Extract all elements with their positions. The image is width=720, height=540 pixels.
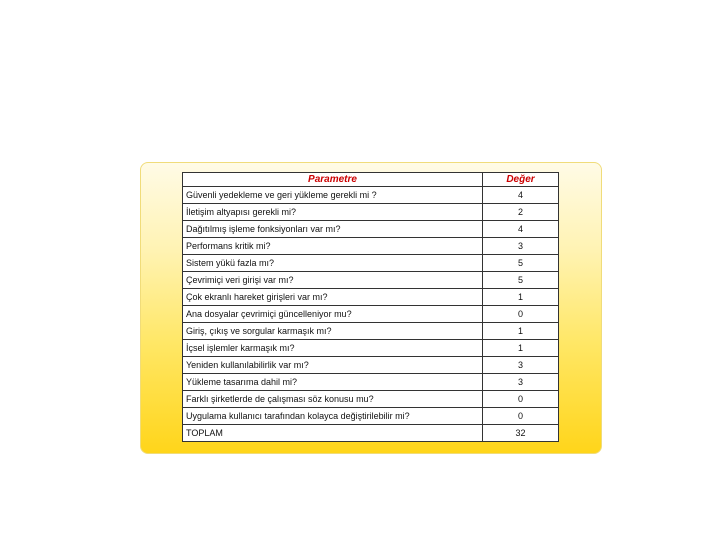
table-row	[183, 255, 559, 272]
table-header-row	[183, 173, 559, 187]
row-value: 4	[483, 221, 559, 238]
row-value: 0	[483, 391, 559, 408]
parameter-table	[182, 172, 559, 442]
table-row	[183, 187, 559, 204]
row-parameter: Sistem yükü fazla mı?	[183, 255, 483, 272]
row-parameter: İletişim altyapısı gerekli mi?	[183, 204, 483, 221]
row-value: 0	[483, 306, 559, 323]
row-value: 0	[483, 408, 559, 425]
row-value: 5	[483, 272, 559, 289]
table-row	[183, 289, 559, 306]
row-value: 3	[483, 238, 559, 255]
row-parameter: Giriş, çıkış ve sorgular karmaşık mı?	[183, 323, 483, 340]
row-parameter: Güvenli yedekleme ve geri yükleme gerekli mi ?	[183, 187, 483, 204]
row-value: 1	[483, 289, 559, 306]
row-value: 1	[483, 323, 559, 340]
table-row	[183, 357, 559, 374]
row-parameter: Yeniden kullanılabilirlik var mı?	[183, 357, 483, 374]
table-total-row	[183, 425, 559, 442]
table-row	[183, 272, 559, 289]
row-parameter: Farklı şirketlerde de çalışması söz konusu mu?	[183, 391, 483, 408]
table-row	[183, 340, 559, 357]
table-row	[183, 221, 559, 238]
row-parameter: Çevrimiçi veri girişi var mı?	[183, 272, 483, 289]
total-label: TOPLAM	[183, 425, 483, 442]
row-parameter: İçsel işlemler karmaşık mı?	[183, 340, 483, 357]
row-parameter: Performans kritik mi?	[183, 238, 483, 255]
table-row	[183, 408, 559, 425]
row-parameter: Ana dosyalar çevrimiçi güncelleniyor mu?	[183, 306, 483, 323]
row-parameter: Çok ekranlı hareket girişleri var mı?	[183, 289, 483, 306]
row-parameter: Dağıtılmış işleme fonksiyonları var mı?	[183, 221, 483, 238]
table-row	[183, 374, 559, 391]
row-value: 5	[483, 255, 559, 272]
table-row	[183, 391, 559, 408]
row-value: 3	[483, 357, 559, 374]
table-row	[183, 306, 559, 323]
header-parameter: Parametre	[183, 173, 483, 187]
row-value: 4	[483, 187, 559, 204]
header-value: Değer	[483, 173, 559, 187]
row-value: 2	[483, 204, 559, 221]
row-parameter: Uygulama kullanıcı tarafından kolayca değiştirilebilir mi?	[183, 408, 483, 425]
total-value: 32	[483, 425, 559, 442]
row-value: 1	[483, 340, 559, 357]
row-parameter: Yükleme tasarıma dahil mi?	[183, 374, 483, 391]
table-row	[183, 238, 559, 255]
table-row	[183, 323, 559, 340]
table-row	[183, 204, 559, 221]
row-value: 3	[483, 374, 559, 391]
